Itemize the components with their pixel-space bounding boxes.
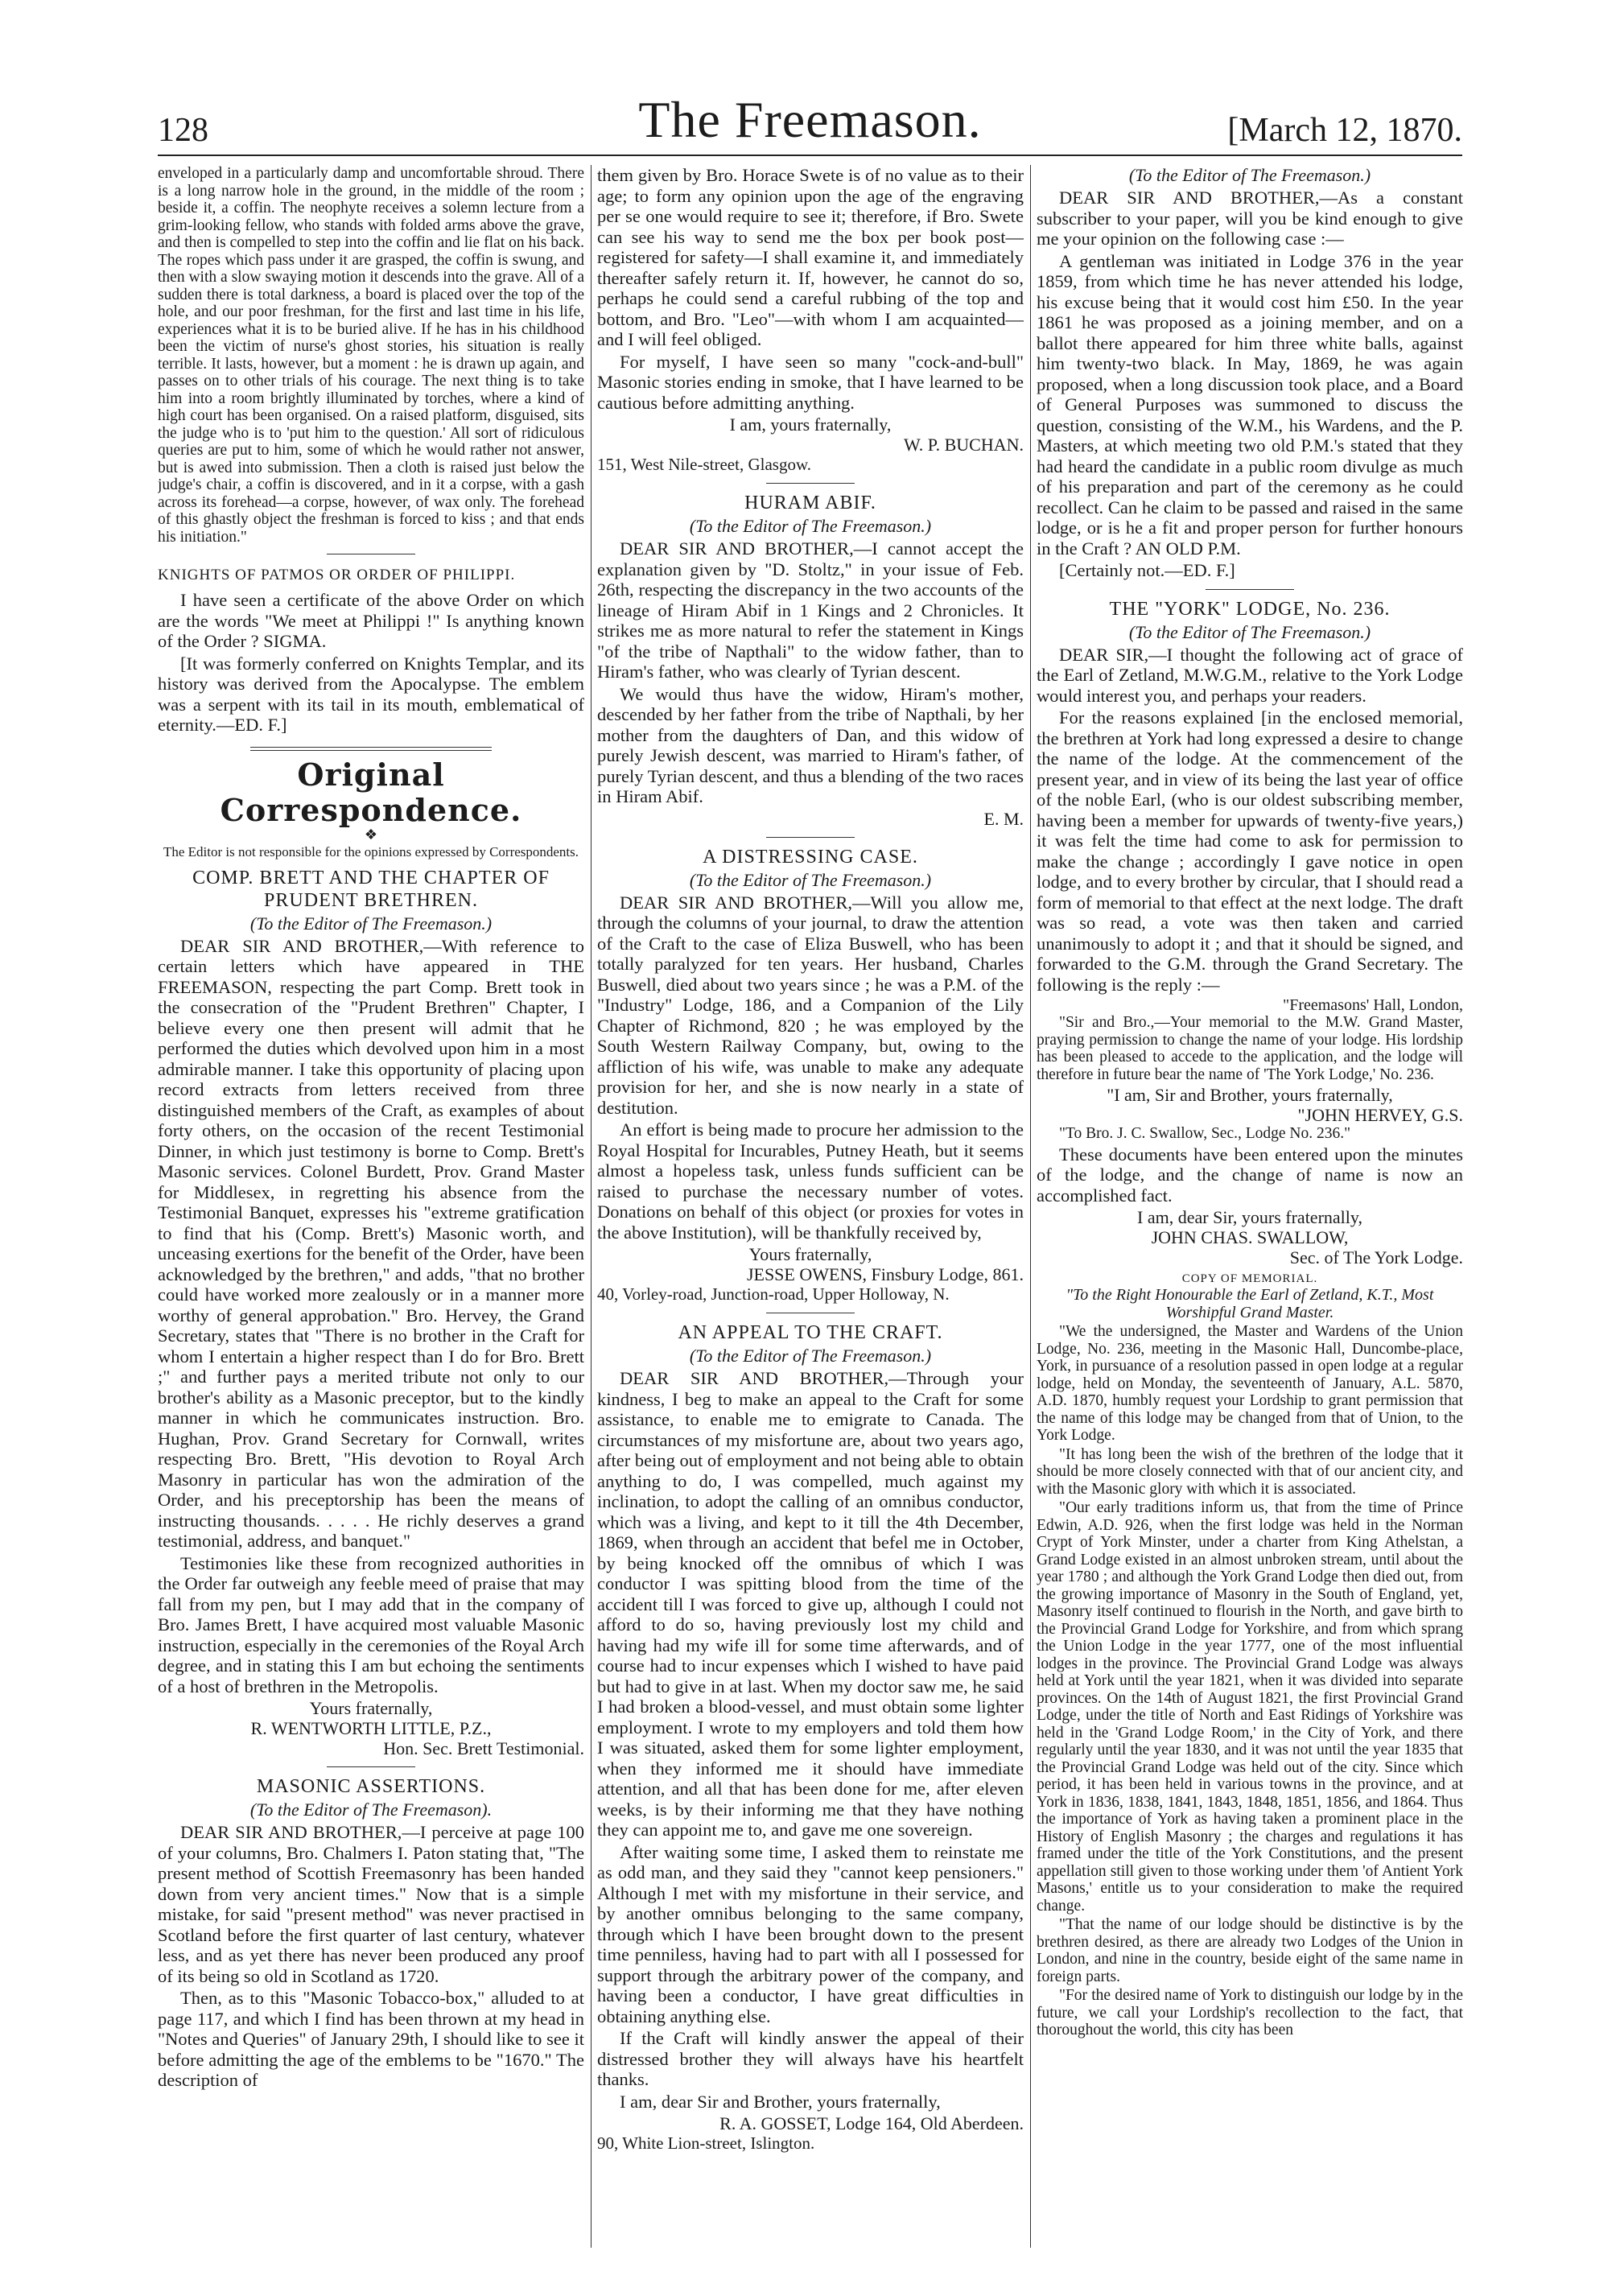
masonic-paragraph: Then, as to this "Masonic Tobacco-box," alluded to at page 117, and which I find has been thrown at my head in "Notes and Queries" of January 29th, I should like to see it before admitting the age of the emblems to be "1670." The description of <box>158 1988 584 2090</box>
distress-closing: Yours fraternally, <box>748 1244 872 1264</box>
editor-disclaimer: The Editor is not responsible for the opinions expressed by Correspondents. <box>163 843 579 859</box>
distress-heading: A DISTRESSING CASE. <box>703 846 918 868</box>
masthead <box>158 77 1462 150</box>
reply-recipient: "To Bro. J. C. Swallow, Sec., Lodge No. 236." <box>1059 1125 1351 1142</box>
column-1 <box>158 165 584 2264</box>
brett-addressee: (To the Editor of The Freemason.) <box>249 913 493 934</box>
appeal-closing: I am, dear Sir and Brother, yours fraternally, <box>620 2091 941 2112</box>
buchan-signature: W. P. BUCHAN. <box>904 435 1024 455</box>
brett-heading: COMP. BRETT AND THE CHAPTER OF PRUDENT BRETHREN. <box>192 867 550 911</box>
masonic-heading: MASONIC ASSERTIONS. <box>256 1776 486 1797</box>
appeal-heading: AN APPEAL TO THE CRAFT. <box>678 1322 943 1343</box>
appeal-paragraph: After waiting some time, I asked them to reinstate me as odd man, and they said they "cannot keep pensioners." Although I met with my misfortune in their service, and by another omnibus belonging to the same company, through which I have been brought down to the present time penniless, having had to part with all I possessed for support through the arbitrary power of the company, and having been a conductor, I have great difficulties in obtaining anything else. <box>597 1841 1024 2026</box>
column-2 <box>597 165 1024 2264</box>
reply-body: "Sir and Bro.,—Your memorial to the M.W. Grand Master, praying permission to change the name of your lodge. His lordship has been pleased to accede to the application, and the lodge will therefore in future bear the name of 'The York Lodge,' No. 236. <box>1037 1014 1463 1083</box>
buchan-closing: I am, yours fraternally, <box>729 414 892 435</box>
york-signature: JOHN CHAS. SWALLOW, <box>1151 1227 1349 1247</box>
huram-paragraph: We would thus have the widow, Hiram's mother, descended by her father from the tribe of Napthali, by her mother from the daughters of Dan, and this widow of purely Jewish descent, was married to Hiram's father, of purely Tyrian descent, and thus a blending of the two races in Hiram Abif. <box>597 683 1024 806</box>
huram-addressee: (To the Editor of The Freemason.) <box>689 516 932 536</box>
memorial-paragraph: "Our early traditions inform us, that from the time of Prince Edwin, A.D. 926, when the first lodge was held in the Norman Crypt of York Minster, under a charter from King Athelstan, a Grand Lodge existed in an almost unbroken stream, until about the year 1780 ; and although the York Grand Lodge then died out, from the growing importance of Masonry in the South of England, yet, Masonry itself continued to flourish in the North, and gave birth to the Provincial Grand Lodge for Yorkshire, and from which sprang the Union Lodge in the year 1777, one of the most influential lodges in the province. The Provincial Grand Lodge was always held at York until the year 1821, when it was divided into separate provinces. On the 14th of August 1821, the first Provincial Grand Lodge, under the title of North and East Ridings of Yorkshire was held in the 'Grand Lodge Room,' in the City of York, and there regularly until the year 1830, and it was not until the year 1835 that the Provincial Grand Lodge was held out of the city. Since which period, it has been held in various towns in the province, and at York in 1836, 1838, 1841, 1843, 1848, 1851, 1856, and 1864. Thus the importance of York as having taken a prominent place in the History of English Masonry ; the charges and regulations it has framed under the title of the York Constitutions, and the present appellation still given to those working under them 'of Antient York Masons,' entitle us to your consideration to make the required change. <box>1037 1499 1463 1915</box>
distress-addressee: (To the Editor of The Freemason.) <box>689 869 932 890</box>
reply-closing: "I am, Sir and Brother, yours fraternally, <box>1107 1085 1393 1105</box>
page-number: 128 <box>158 112 208 149</box>
memorial-addressee: "To the Right Honourable the Earl of Zetland, K.T., Most Worshipful Grand Master. <box>1066 1286 1434 1321</box>
masthead-rule <box>158 155 1462 156</box>
york-addressee: (To the Editor of The Freemason.) <box>1128 621 1371 642</box>
column-divider <box>1030 165 1031 2248</box>
divider <box>766 837 855 838</box>
masonic-paragraph: DEAR SIR AND BROTHER,—I perceive at page 100 of your columns, Bro. Chalmers I. Paton stating that, "The present method of Scottish Freemasonry has been handed down from very ancient times." Now that is a simple mistake, for said "present method" was never practised in Scotland before the first quarter of last century, whatever less, and as yet there has never been produced any proof of its being so old in Scotland as 1720. <box>158 1822 584 1986</box>
distress-signature: JESSE OWENS, Finsbury Lodge, 861. <box>746 1264 1024 1284</box>
distress-paragraph: DEAR SIR AND BROTHER,—Will you allow me, through the columns of your journal, to draw the attention of the Craft to the case of Eliza Buswell, who has been totally paralyzed for ten years. Her husband, Charles Buswell, died about two years since ; he was a P.M. of the "Industry" Lodge, 186, and a Companion of the Lily Chapter of Richmond, 820 ; he was employed by the South Western Railway Company, but, owing to the affliction of his wife, was unable to make any adequate provision for her, and she is now nearly in a state of destitution. <box>597 892 1024 1118</box>
york-paragraph: These documents have been entered upon the minutes of the lodge, and the change of name is now an accomplished fact. <box>1037 1144 1463 1206</box>
memorial-paragraph: "We the undersigned, the Master and Wardens of the Union Lodge, No. 236, meeting in the Masonic Hall, Duncombe-place, York, in pursuance of a resolution passed in open lodge at a regular lodge, held on Monday, the seventeenth of January, A.L. 5870, A.D. 1870, humbly request your Lordship to grant permission that the name of this lodge may be changed from that of Union, to the York Lodge. <box>1037 1323 1463 1444</box>
distress-address: 40, Vorley-road, Junction-road, Upper Holloway, N. <box>597 1284 950 1304</box>
knights-heading: KNIGHTS OF PATMOS OR ORDER OF PHILIPPI. <box>158 567 516 583</box>
buchan-address: 151, West Nile-street, Glasgow. <box>597 455 812 474</box>
huram-paragraph: DEAR SIR AND BROTHER,—I cannot accept the explanation given by "D. Stoltz," in your issue of Feb. 26th, respecting the discrepancy in the two accounts of the lineage of Hiram Abif in 1 Kings and 2 Chronicles. It strikes me as more natural to refer the statement in Kings "of the tribe of Napthali" to the widow father, than to Hiram's father, who was clearly of Tyrian descent. <box>597 538 1024 682</box>
reply-letterhead: "Freemasons' Hall, London, <box>1283 996 1463 1014</box>
section-rule <box>250 747 492 751</box>
divider <box>1206 589 1294 590</box>
memorial-paragraph: "For the desired name of York to distinguish our lodge by in the future, we call your Lordship's recollection to the fact, that thoroughout the world, this city has been <box>1037 1987 1463 2038</box>
article-continuation: enveloped in a particularly damp and uncomfortable shroud. There is a long narrow hole in the ground, in the middle of the room ; beside it, a coffin. The neophyte receives a solemn lecture from a grim-looking fellow, who stands with folded arms above the grave, and then is compelled to step into the coffin and lie flat on his back. The ropes which pass under it are grasped, the coffin is swung, and then with a slow swaying motion it descends into the grave. All of a sudden there is total darkness, a board is placed over the top of the hole, and our poor freshman, for the first and last time in his life, experiences what it is to be buried alive. If he has in his childhood been the victim of nurse's ghost stories, his situation is really terrible. It lasts, however, but a moment : he is drawn up again, and passes on to other trials of his courage. The next thing is to take him into a room brightly illuminated by torches, where a kind of high court has been organised. On a raised platform, disguised, sits the judge who is to 'put him to the question.' All sort of ridiculous queries are put to him, some of which he would rather not answer, but is awed into submission. Then a cloth is raised just below the judge's chair, a coffin is discovered, and in it a corpse, with a gash across its forehead—a corpse, however, of wax only. The forehead of this ghastly object the freshman is forced to kiss ; and that ends his initiation." <box>158 165 584 546</box>
memorial-paragraph: "That the name of our lodge should be distinctive is by the brethren desired, as there are already two Lodges of the Union in London, and nine in the country, beside eight of the same name in foreign parts. <box>1037 1916 1463 1985</box>
newspaper-title: The Freemason. <box>638 91 982 148</box>
memorial-heading: COPY OF MEMORIAL. <box>1181 1272 1318 1285</box>
appeal-addressee: (To the Editor of The Freemason.) <box>689 1346 932 1366</box>
knights-query: I have seen a certificate of the above Order on which are the words "We meet at Philippi !" Is anything known of the Order ? SIGMA. <box>158 590 584 651</box>
york-paragraph: For the reasons explained [in the enclosed memorial, the brethren at York had long expressed a desire to change the name of the lodge. At the commencement of the present year, and in view of its being the last year of office of the noble Earl, (who is our oldest subscribing member, having been a member for upwards of twenty-five years,) it was felt the time had come to ask for permission to make the change ; accordingly I gave notice in open lodge, and to every brother by circular, that I should read a form of memorial to that effect at the next lodge. The draft was so read, a vote was then taken and carried unanimously to adopt it ; and that it should be signed, and forwarded to the G.M. through the Grand Secretary. The following is the reply :— <box>1037 707 1463 995</box>
oldpm-addressee: (To the Editor of The Freemason.) <box>1128 165 1371 185</box>
ornament-icon: ❖ <box>364 826 378 843</box>
brett-signature-title: Hon. Sec. Brett Testimonial. <box>383 1738 584 1758</box>
york-paragraph: DEAR SIR,—I thought the following act of grace of the Earl of Zetland, M.W.G.M., relative to the York Lodge would interest you, and perhaps your readers. <box>1037 644 1463 706</box>
brett-signature: R. WENTWORTH LITTLE, P.Z., <box>250 1718 492 1738</box>
column-divider <box>591 165 592 2248</box>
section-title: Original Correspondence. <box>220 756 522 828</box>
appeal-signature: R. A. GOSSET, Lodge 164, Old Aberdeen. <box>719 2113 1024 2133</box>
huram-heading: HURAM ABIF. <box>744 493 876 513</box>
oldpm-editor-note: [Certainly not.—ED. F.] <box>1059 560 1235 580</box>
oldpm-paragraph: A gentleman was initiated in Lodge 376 in the year 1859, from which time he has never attended his lodge, his excuse being that it would cost him £50. In the year 1861 he was proposed as a joining member, and on a ballot there appeared for him three white balls, against him twenty-two black. In May, 1869, he was again proposed, when a long discussion took place, and a Board of General Purposes was summoned to discuss the question, consisting of the W.M., his Wardens, and the P. Masters, at which meeting two old P.M.'s stated that they had heard the candidate in a public room divulge as much of his preparation and part of the ceremony as he could recollect. Can he claim to be passed and raised in the same lodge, or is he a fit and proper person for further honours in the Craft ? AN OLD P.M. <box>1037 250 1463 559</box>
divider <box>766 483 855 484</box>
york-closing: I am, dear Sir, yours fraternally, <box>1137 1207 1362 1227</box>
memorial-paragraph: "It has long been the wish of the brethren of the lodge that it should be more closely connected with that of our ancient city, and with the Masonic glory with which it is associated. <box>1037 1445 1463 1498</box>
brett-closing: Yours fraternally, <box>309 1698 433 1718</box>
divider <box>327 1766 415 1767</box>
knights-editor-note: [It was formerly conferred on Knights Templar, and its history was derived from the Apocalypse. The emblem was a serpent with its tail in its mouth, emblematical of eternity.—ED. F.] <box>158 653 584 735</box>
appeal-address: 90, White Lion-street, Islington. <box>597 2133 815 2153</box>
column-3 <box>1037 165 1463 2264</box>
appeal-paragraph: DEAR SIR AND BROTHER,—Through your kindness, I beg to make an appeal to the Craft for some assistance, to enable me to emigrate to Canada. The circumstances of my misfortune are, about two years ago, after being out of employment and not being able to obtain anything to do, I was compelled, much against my inclination, to adopt the calling of an omnibus conductor, which was a living, and kept to it till the 4th December, 1869, when through an accident that befel me in October, by being knocked off the omnibus of which I was conductor I was spitting blood from the time of the accident till I was forced to give up, although I could not afford to do so, having previously lost my child and having had my wife ill for some time afterwards, and of course had to incur expenses which I wished to have paid but had to give in at last. When my doctor saw me, he said I had broken a blood-vessel, and must obtain some lighter employment. I wrote to my employers and told them how I was situated, asked them for some lighter employment, when they informed me it should have immediate attention, and all that has been done for me, after eleven weeks, is by their informing me that they have nothing they can appoint me to, and gave me one sovereign. <box>597 1368 1024 1840</box>
masonic-addressee: (To the Editor of The Freemason). <box>249 1799 493 1820</box>
masonic-continuation: them given by Bro. Horace Swete is of no value as to their age; to form any opinion upon the age of the engraving per se one would require to see it; therefore, if Bro. Swete can see his way to send me the box per book post—registered for safety—I shall examine it, and immediately thereafter safely return it. If, however, he cannot do so, perhaps he could send a careful rubbing of the top and bottom, and Bro. "Leo"—with whom I am acquainted—and I will feel obliged. <box>597 165 1024 349</box>
oldpm-paragraph: DEAR SIR AND BROTHER,—As a constant subscriber to your paper, will you be kind enough to give me your opinion on the following case :— <box>1037 188 1463 249</box>
brett-paragraph: DEAR SIR AND BROTHER,—With reference to certain letters which have appeared in THE FREEMASON, respecting the part Comp. Brett took in the consecration of the "Prudent Brethren" Chapter, I believe every one then present will admit that he performed the duties which devolved upon him in a most admirable manner. I take this opportunity of placing upon record extracts from letters received from three distinguished members of the Craft, as examples of about forty others, on the occasion of the recent Testimonial Dinner, in which just testimony is borne to Comp. Brett's Masonic services. Colonel Burdett, Prov. Grand Master for Middlesex, in regretting his absence from the Testimonial Banquet, expresses his "extreme gratification to find that his (Comp. Brett's) Masonic worth, and unceasing exertions for the benefit of the Order, have been acknowledged by the brethren," and adds, "that no brother could have worked more zealously or in a manner more worthy of general approbation." Bro. Hervey, the Grand Secretary, states that "There is no brother in the Craft for whom I entertain a higher respect than I do for Bro. Brett ;" and further pays a merited tribute not only to our brother's ability as a Masonic preceptor, but to the kindly manner in which he communicates instruction. Bro. Hughan, Prov. Grand Secretary for Cornwall, writes respecting Bro. Brett, "His devotion to Royal Arch Masonry in particular has won the admiration of the Order, and his preceptorship has been the means of instructing thousands. . . . . He richly deserves a grand testimonial, address, and banquet." <box>158 935 584 1551</box>
distress-paragraph: An effort is being made to procure her admission to the Royal Hospital for Incurables, Putney Heath, but it seems almost a hopeless task, unless funds sufficient can be raised to purchase the necessary number of votes. Donations on behalf of this object (or proxies for votes in the above Institution), will be thankfully received by, <box>597 1119 1024 1243</box>
york-heading: THE "YORK" LODGE, No. 236. <box>1109 598 1391 620</box>
huram-signature: E. M. <box>983 808 1024 829</box>
reply-signature: "JOHN HERVEY, G.S. <box>1297 1105 1463 1125</box>
issue-date: [March 12, 1870. <box>1227 112 1462 149</box>
brett-paragraph: Testimonies like these from recognized authorities in the Order far outweigh any feeble meed of praise that may fall from my pen, but I may add that in the company of Bro. James Brett, I have acquired most valuable Masonic instruction, especially in the ceremonies of the Royal Arch degree, and in stating this I am but echoing the sentiments of a host of brethren in the Metropolis. <box>158 1552 584 1696</box>
york-signature-title: Sec. of The York Lodge. <box>1289 1247 1463 1268</box>
masonic-continuation: For myself, I have seen so many "cock-and-bull" Masonic stories ending in smoke, that I have learned to be cautious before admitting anything. <box>597 351 1024 413</box>
appeal-paragraph: If the Craft will kindly answer the appeal of their distressed brother they will always have his heartfelt thanks. <box>597 2028 1024 2089</box>
